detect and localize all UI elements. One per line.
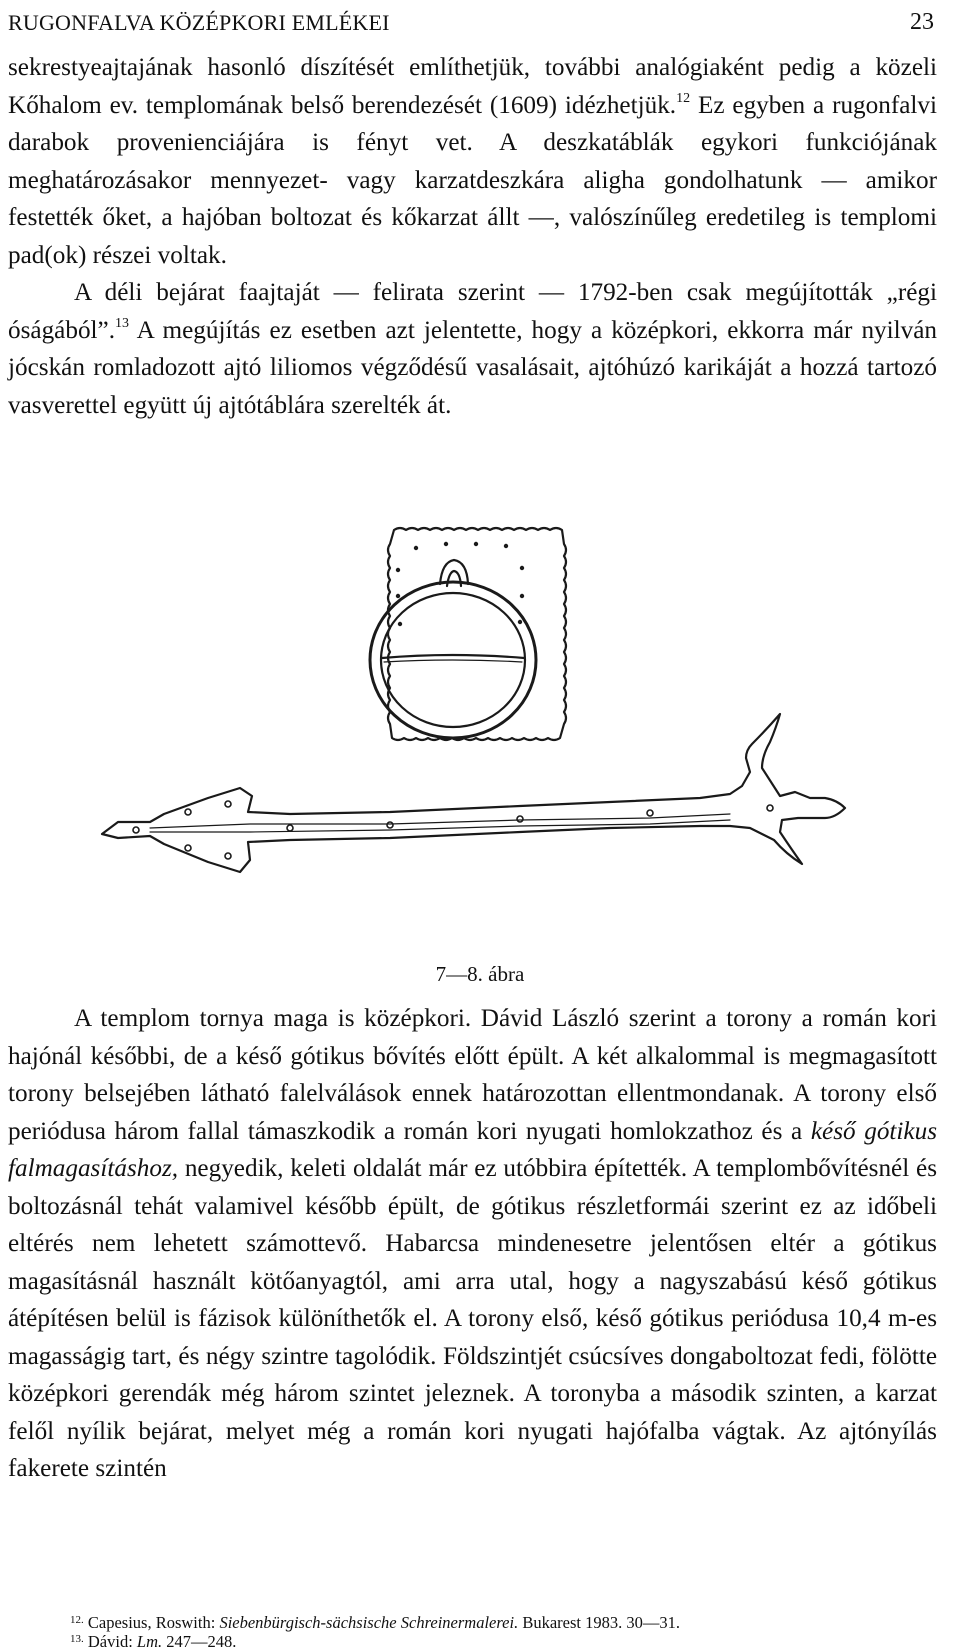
door-ironwork-drawing	[90, 522, 855, 952]
footnote-text: 247—248.	[162, 1632, 237, 1651]
figure-caption: 7—8. ábra	[435, 962, 525, 986]
paragraph-2-text-a: A déli bejárat faajtaját — felirata szerint — 1792-ben csak megújították „régi óságából”.	[8, 279, 937, 344]
paragraph-1-text-a: sekrestyeajtajának hasonló díszítését említhetjük, további analógiaként pedig a közeli Kőhalom ev. templomának belső berendezését (1609) idézhetjük.	[8, 54, 937, 119]
footnote-ref-13[interactable]: 13	[115, 315, 130, 331]
footnotes	[70, 1612, 680, 1650]
footnote-mark: 12.	[70, 1614, 84, 1626]
footnote-text: Bukarest 1983. 30—31.	[518, 1613, 680, 1632]
figure-door-ironwork	[90, 522, 855, 952]
paragraph-3-text-a: A templom tornya maga is középkori. Dávid László szerint a torony a román kori hajónál későbbi, de a késő gótikus bővítés előtt épült. A két alkalommal is megmagasított torony belsejében látható falelválások ennek határozottan ellentmondanak. A torony első periódusa három fallal támaszkodik a román kori nyugati homlokzathoz és a	[8, 1005, 937, 1145]
paragraph-1-text-b: Ez egyben a rugonfalvi darabok provenienciájára is fényt vet. A deszkatáblák egykori funkciójának meghatározásakor mennyezet- vagy karzatdeszkára aligha gondolhatunk — amikor festették őket, a hajóban boltozat és kőkarzat állt —, valószínűleg eredetileg is templomi pad(ok) részei voltak.	[8, 91, 937, 269]
footnote-ref-12[interactable]: 12	[676, 90, 691, 106]
footnote-text: Capesius, Roswith:	[87, 1613, 220, 1632]
footnote-13	[70, 1631, 680, 1650]
body-text-top	[8, 49, 937, 424]
running-title: RUGONFALVA KÖZÉPKORI EMLÉKEI	[8, 10, 390, 35]
strap-hinge	[102, 714, 845, 872]
footnote-12	[70, 1612, 680, 1631]
running-header	[8, 6, 934, 36]
footnote-text: Dávid:	[87, 1632, 137, 1651]
page-number: 23	[910, 9, 934, 35]
paragraph-3-italic: késő gótikus falmagasításhoz,	[8, 1117, 937, 1182]
paragraph-2-text-b: A megújítás ez esetben azt jelentette, hogy a középkori, ekkorra már nyilván jócskán romladozott ajtó liliomos végződésű vasalásait, ajtóhúzó karikáját a hozzá tartozó vasverettel együtt új ajtótáblára szerelték át.	[8, 316, 937, 419]
escutcheon-plate	[388, 528, 566, 740]
footnote-italic-title: Lm.	[136, 1632, 163, 1651]
plate-lower-edge	[382, 655, 524, 658]
footnote-mark: 13.	[70, 1633, 84, 1645]
footnote-italic-title: Siebenbürgisch-sächsische Schreinermalerei.	[219, 1613, 519, 1632]
paragraph-3-text-b: negyedik, keleti oldalát már ez utóbbira építették. A templombővítésnél és boltozásnál tehát valamivel később épült, de gótikus részletformái szerint ez az időbeli eltérés nem lehetett számottevő. Habarcsa mindenesetre jelentősen eltér a gótikus magasításnál használt kötőanyagtól, ami arra utal, hogy a nagyszabású késő gótikus átépítésen belül is fázisok különíthetők el. A torony első, késő gótikus periódusa 10,4 m-es magasságig tart, és négy szintre tagolódik. Földszintjét csúcsíves dongaboltozat fedi, fölötte középkori gerendák még három szintet jeleznek. A toronyba a második szinten, a karzat felől nyílik bejárat, melyet még a román kori nyugati hajófalba vágtak. Az ajtónyílás fakerete szintén	[8, 1155, 937, 1482]
body-text-bottom	[8, 1000, 937, 1488]
